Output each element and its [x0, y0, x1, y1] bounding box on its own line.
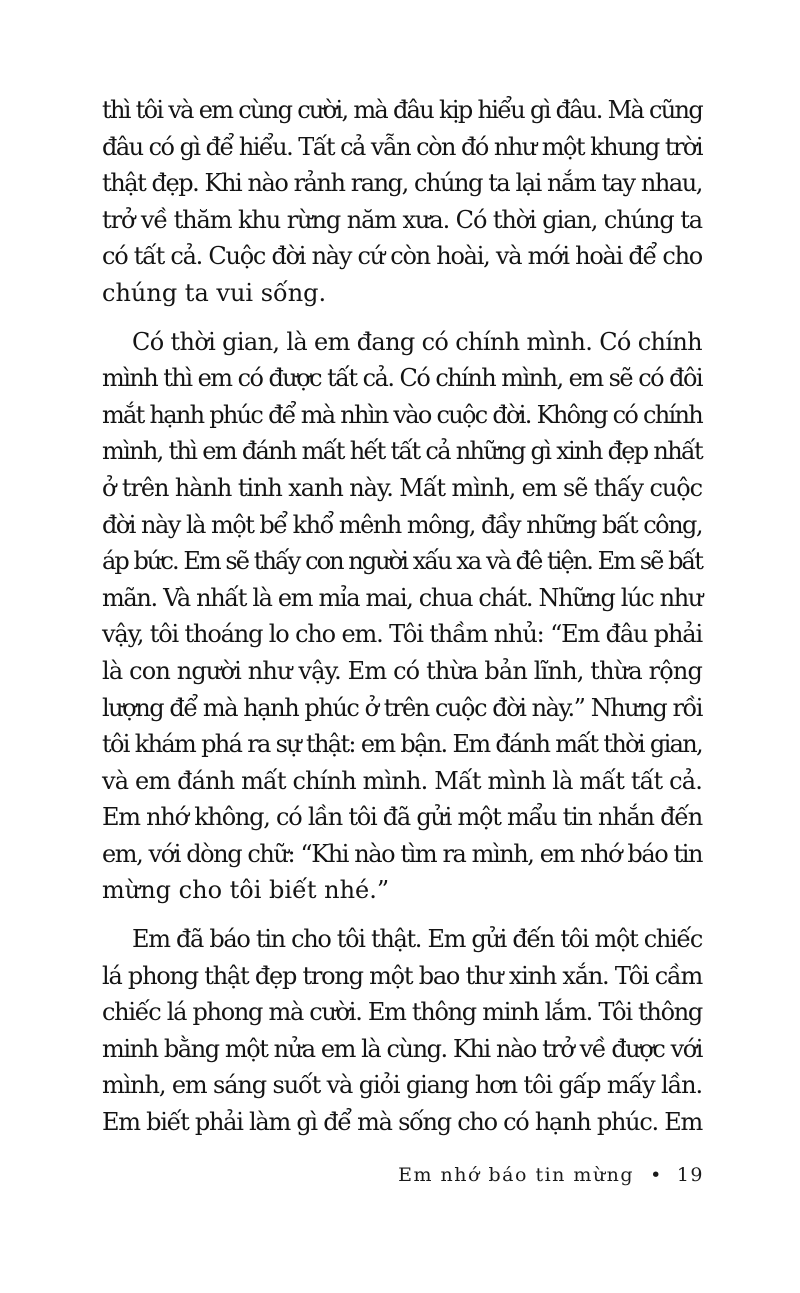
- text-line: mình thì em có được tất cả. Có chính mình, em sẽ có đôi: [102, 364, 703, 393]
- text-line: là con người như vậy. Em có thừa bản lĩnh, thừa rộng: [102, 656, 702, 685]
- text-line: lượng để mà hạnh phúc ở trên cuộc đời này.” Nhưng rồi: [102, 693, 702, 722]
- body-text: [102, 92, 702, 1141]
- text-line: mãn. Và nhất là em mỉa mai, chua chát. Những lúc như: [102, 583, 703, 612]
- text-line: đâu có gì để hiểu. Tất cả vẫn còn đó như một khung trời: [102, 132, 702, 161]
- text-line: em, với dòng chữ: “Khi nào tìm ra mình, em nhớ báo tin: [102, 839, 703, 868]
- page-footer: [398, 1164, 704, 1186]
- text-line: Có thời gian, là em đang có chính mình. Có chính: [132, 327, 702, 356]
- paragraph-1: [102, 92, 702, 312]
- text-line: chúng ta vui sống.: [102, 278, 327, 307]
- text-line: Em nhớ không, có lần tôi đã gửi một mẩu tin nhắn đến: [102, 803, 702, 832]
- text-line: Em đã báo tin cho tôi thật. Em gửi đến tôi một chiếc: [132, 925, 702, 954]
- text-line: áp bức. Em sẽ thấy con người xấu xa và đê tiện. Em sẽ bất: [102, 547, 702, 576]
- paragraph-3: [102, 921, 702, 1141]
- text-line: đời này là một bể khổ mênh mông, đầy những bất công,: [102, 510, 702, 539]
- paragraph-2: [102, 324, 702, 910]
- bullet-separator: •: [650, 1164, 663, 1186]
- text-line: mình, em sáng suốt và giỏi giang hơn tôi gấp mấy lần.: [102, 1071, 702, 1100]
- page-number: 19: [676, 1164, 704, 1186]
- text-line: Em biết phải làm gì để mà sống cho có hạnh phúc. Em: [102, 1108, 702, 1137]
- text-line: minh bằng một nửa em là cùng. Khi nào trở về được với: [102, 1034, 702, 1063]
- text-line: có tất cả. Cuộc đời này cứ còn hoài, và mới hoài để cho: [102, 242, 702, 271]
- text-line: tôi khám phá ra sự thật: em bận. Em đánh mất thời gian,: [102, 730, 702, 759]
- text-line: mình, thì em đánh mất hết tất cả những gì xinh đẹp nhất: [102, 437, 702, 466]
- text-line: trở về thăm khu rừng năm xưa. Có thời gian, chúng ta: [102, 205, 702, 234]
- running-title: Em nhớ báo tin mừng: [398, 1164, 635, 1186]
- text-line: ở trên hành tinh xanh này. Mất mình, em sẽ thấy cuộc: [102, 473, 702, 502]
- text-line: lá phong thật đẹp trong một bao thư xinh xắn. Tôi cầm: [102, 961, 703, 990]
- text-line: mừng cho tôi biết nhé.”: [102, 876, 390, 905]
- text-line: thật đẹp. Khi nào rảnh rang, chúng ta lại nắm tay nhau,: [102, 169, 702, 198]
- text-line: vậy, tôi thoáng lo cho em. Tôi thầm nhủ: “Em đâu phải: [102, 620, 702, 649]
- text-line: thì tôi và em cùng cười, mà đâu kịp hiểu gì đâu. Mà cũng: [102, 96, 703, 124]
- text-line: chiếc lá phong mà cười. Em thông minh lắm. Tôi thông: [102, 998, 702, 1027]
- text-line: mắt hạnh phúc để mà nhìn vào cuộc đời. Không có chính: [102, 400, 702, 429]
- text-line: và em đánh mất chính mình. Mất mình là mất tất cả.: [102, 766, 702, 795]
